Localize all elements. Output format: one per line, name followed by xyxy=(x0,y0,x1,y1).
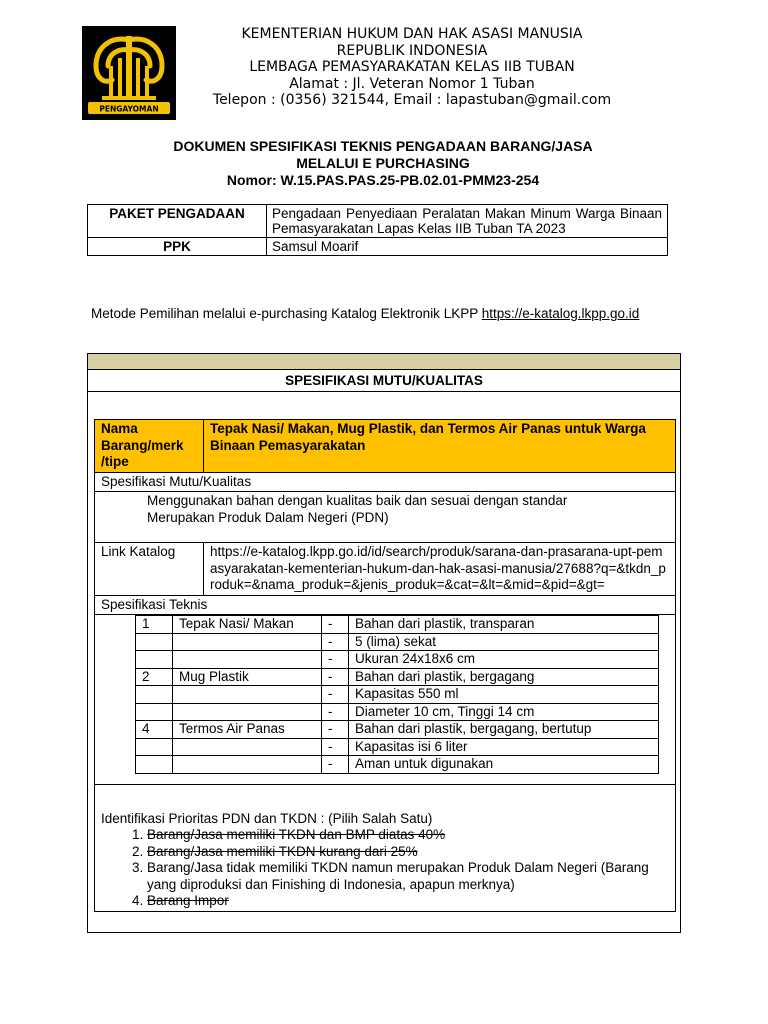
mutu-label: Spesifikasi Mutu/Kualitas xyxy=(95,472,676,492)
teknis-row xyxy=(136,703,659,721)
prioritas-list xyxy=(101,827,669,910)
teknis-desc: Aman untuk digunakan xyxy=(349,756,659,774)
teknis-no xyxy=(136,756,173,774)
title-line-2: MELALUI E PURCHASING xyxy=(296,155,470,171)
prioritas-text: Barang Impor xyxy=(147,893,229,908)
teknis-dash: - xyxy=(322,651,349,669)
contact: Telepon : (0356) 321544, Email : lapastuban@gmail.com xyxy=(212,92,612,108)
teknis-row xyxy=(136,721,659,739)
document-number: Nomor: W.15.PAS.PAS.25-PB.02.01-PMM23-254 xyxy=(226,172,540,188)
ministry-name: KEMENTERIAN HUKUM DAN HAK ASASI MANUSIA xyxy=(241,26,583,42)
prioritas-cell xyxy=(95,784,676,911)
teknis-item: Termos Air Panas xyxy=(173,721,322,739)
teknis-desc: 5 (lima) sekat xyxy=(349,633,659,651)
teknis-row xyxy=(136,633,659,651)
title-line-1: DOKUMEN SPESIFIKASI TEKNIS PENGADAAN BARANG/JASA xyxy=(173,138,593,154)
nama-barang-value: Tepak Nasi/ Makan, Mug Plastik, dan Termos Air Panas untuk Warga Binaan Pemasyarakatan xyxy=(204,420,676,473)
ppk-label: PPK xyxy=(88,238,267,256)
address: Alamat : Jl. Veteran Nomor 1 Tuban xyxy=(289,75,535,92)
teknis-cell xyxy=(95,615,676,785)
nama-barang-label: Nama Barang/merk /tipe xyxy=(95,420,204,473)
teknis-desc: Bahan dari plastik, bergagang, bertutup xyxy=(349,721,659,739)
mutu-line-2: Merupakan Produk Dalam Negeri (PDN) xyxy=(147,509,389,525)
teknis-desc: Kapasitas 550 ml xyxy=(349,686,659,704)
link-katalog-value[interactable]: https://e-katalog.lkpp.go.id/id/search/produk/sarana-dan-prasarana-upt-pemasyarakatan-kementerian-hukum-dan-hak-asasi-manusia/27688?q=&tkdn_produk=&nama_produk=&jenis_produk=&cat=&lt=&mid=&pid=&gt= xyxy=(204,543,676,596)
spec-section xyxy=(87,353,681,933)
teknis-item xyxy=(173,633,322,651)
prioritas-title: Identifikasi Prioritas PDN dan TKDN : (Pilih Salah Satu) xyxy=(101,810,433,826)
prioritas-text: Barang/Jasa tidak memiliki TKDN namun merupakan Produk Dalam Negeri (Barang yang diproduksi dan Finishing di Indonesia, apapun merknya) xyxy=(147,860,649,892)
teknis-no: 2 xyxy=(136,668,173,686)
prioritas-item xyxy=(147,844,669,861)
teknis-no: 4 xyxy=(136,721,173,739)
paket-label: PAKET PENGADAAN xyxy=(88,205,267,238)
link-katalog-label: Link Katalog xyxy=(95,543,204,596)
paket-table xyxy=(87,204,668,256)
teknis-table xyxy=(135,615,659,774)
teknis-no xyxy=(136,651,173,669)
prioritas-text: Barang/Jasa memiliki TKDN dan BMP diatas 40% xyxy=(147,827,446,842)
teknis-item xyxy=(173,686,322,704)
mutu-content xyxy=(95,492,676,543)
prioritas-item xyxy=(147,893,669,910)
spec-table xyxy=(94,419,676,912)
teknis-desc: Ukuran 24x18x6 cm xyxy=(349,651,659,669)
prioritas-item xyxy=(147,860,669,893)
teknis-desc: Kapasitas isi 6 liter xyxy=(349,738,659,756)
prioritas-item xyxy=(147,827,669,844)
ppk-value: Samsul Moarif xyxy=(267,238,668,256)
teknis-item xyxy=(173,738,322,756)
teknis-no: 1 xyxy=(136,616,173,634)
document-title xyxy=(90,138,676,189)
prioritas-text: Barang/Jasa memiliki TKDN kurang dari 25% xyxy=(147,843,418,859)
teknis-desc: Diameter 10 cm, Tinggi 14 cm xyxy=(349,703,659,721)
mutu-line-1: Menggunakan bahan dengan kualitas baik dan sesuai dengan standar xyxy=(147,493,568,508)
teknis-no xyxy=(136,633,173,651)
teknis-dash: - xyxy=(322,686,349,704)
spec-band xyxy=(88,354,680,370)
teknis-no xyxy=(136,738,173,756)
teknis-row xyxy=(136,651,659,669)
teknis-row xyxy=(136,686,659,704)
letterhead xyxy=(182,26,642,109)
teknis-row xyxy=(136,756,659,774)
teknis-item xyxy=(173,703,322,721)
paket-value: Pengadaan Penyediaan Peralatan Makan Minum Warga Binaan Pemasyarakatan Lapas Kelas IIB Tuban TA 2023 xyxy=(267,205,668,238)
teknis-row xyxy=(136,616,659,634)
teknis-item xyxy=(173,651,322,669)
katalog-link[interactable]: https://e-katalog.lkpp.go.id xyxy=(481,306,640,321)
teknis-dash: - xyxy=(322,721,349,739)
teknis-no xyxy=(136,686,173,704)
spesifikasi-teknis-label: Spesifikasi Teknis xyxy=(95,595,676,615)
teknis-desc: Bahan dari plastik, bergagang xyxy=(349,668,659,686)
institution-name: LEMBAGA PEMASYARAKATAN KELAS IIB TUBAN xyxy=(249,59,575,75)
teknis-desc: Bahan dari plastik, transparan xyxy=(349,616,659,634)
teknis-dash: - xyxy=(322,668,349,686)
teknis-dash: - xyxy=(322,616,349,634)
teknis-dash: - xyxy=(322,633,349,651)
metode-text: Metode Pemilihan melalui e-purchasing Katalog Elektronik LKPP xyxy=(91,306,482,321)
teknis-item: Mug Plastik xyxy=(173,668,322,686)
teknis-no xyxy=(136,703,173,721)
teknis-row xyxy=(136,738,659,756)
country-name: REPUBLIK INDONESIA xyxy=(336,42,488,59)
teknis-dash: - xyxy=(322,738,349,756)
spec-heading: SPESIFIKASI MUTU/KUALITAS xyxy=(88,370,680,392)
teknis-row xyxy=(136,668,659,686)
teknis-item: Tepak Nasi/ Makan xyxy=(173,616,322,634)
pengayoman-logo xyxy=(82,26,176,120)
teknis-dash: - xyxy=(322,703,349,721)
metode-paragraph xyxy=(91,304,676,323)
teknis-item xyxy=(173,756,322,774)
teknis-dash: - xyxy=(322,756,349,774)
logo-text: PENGAYOMAN xyxy=(99,104,159,114)
